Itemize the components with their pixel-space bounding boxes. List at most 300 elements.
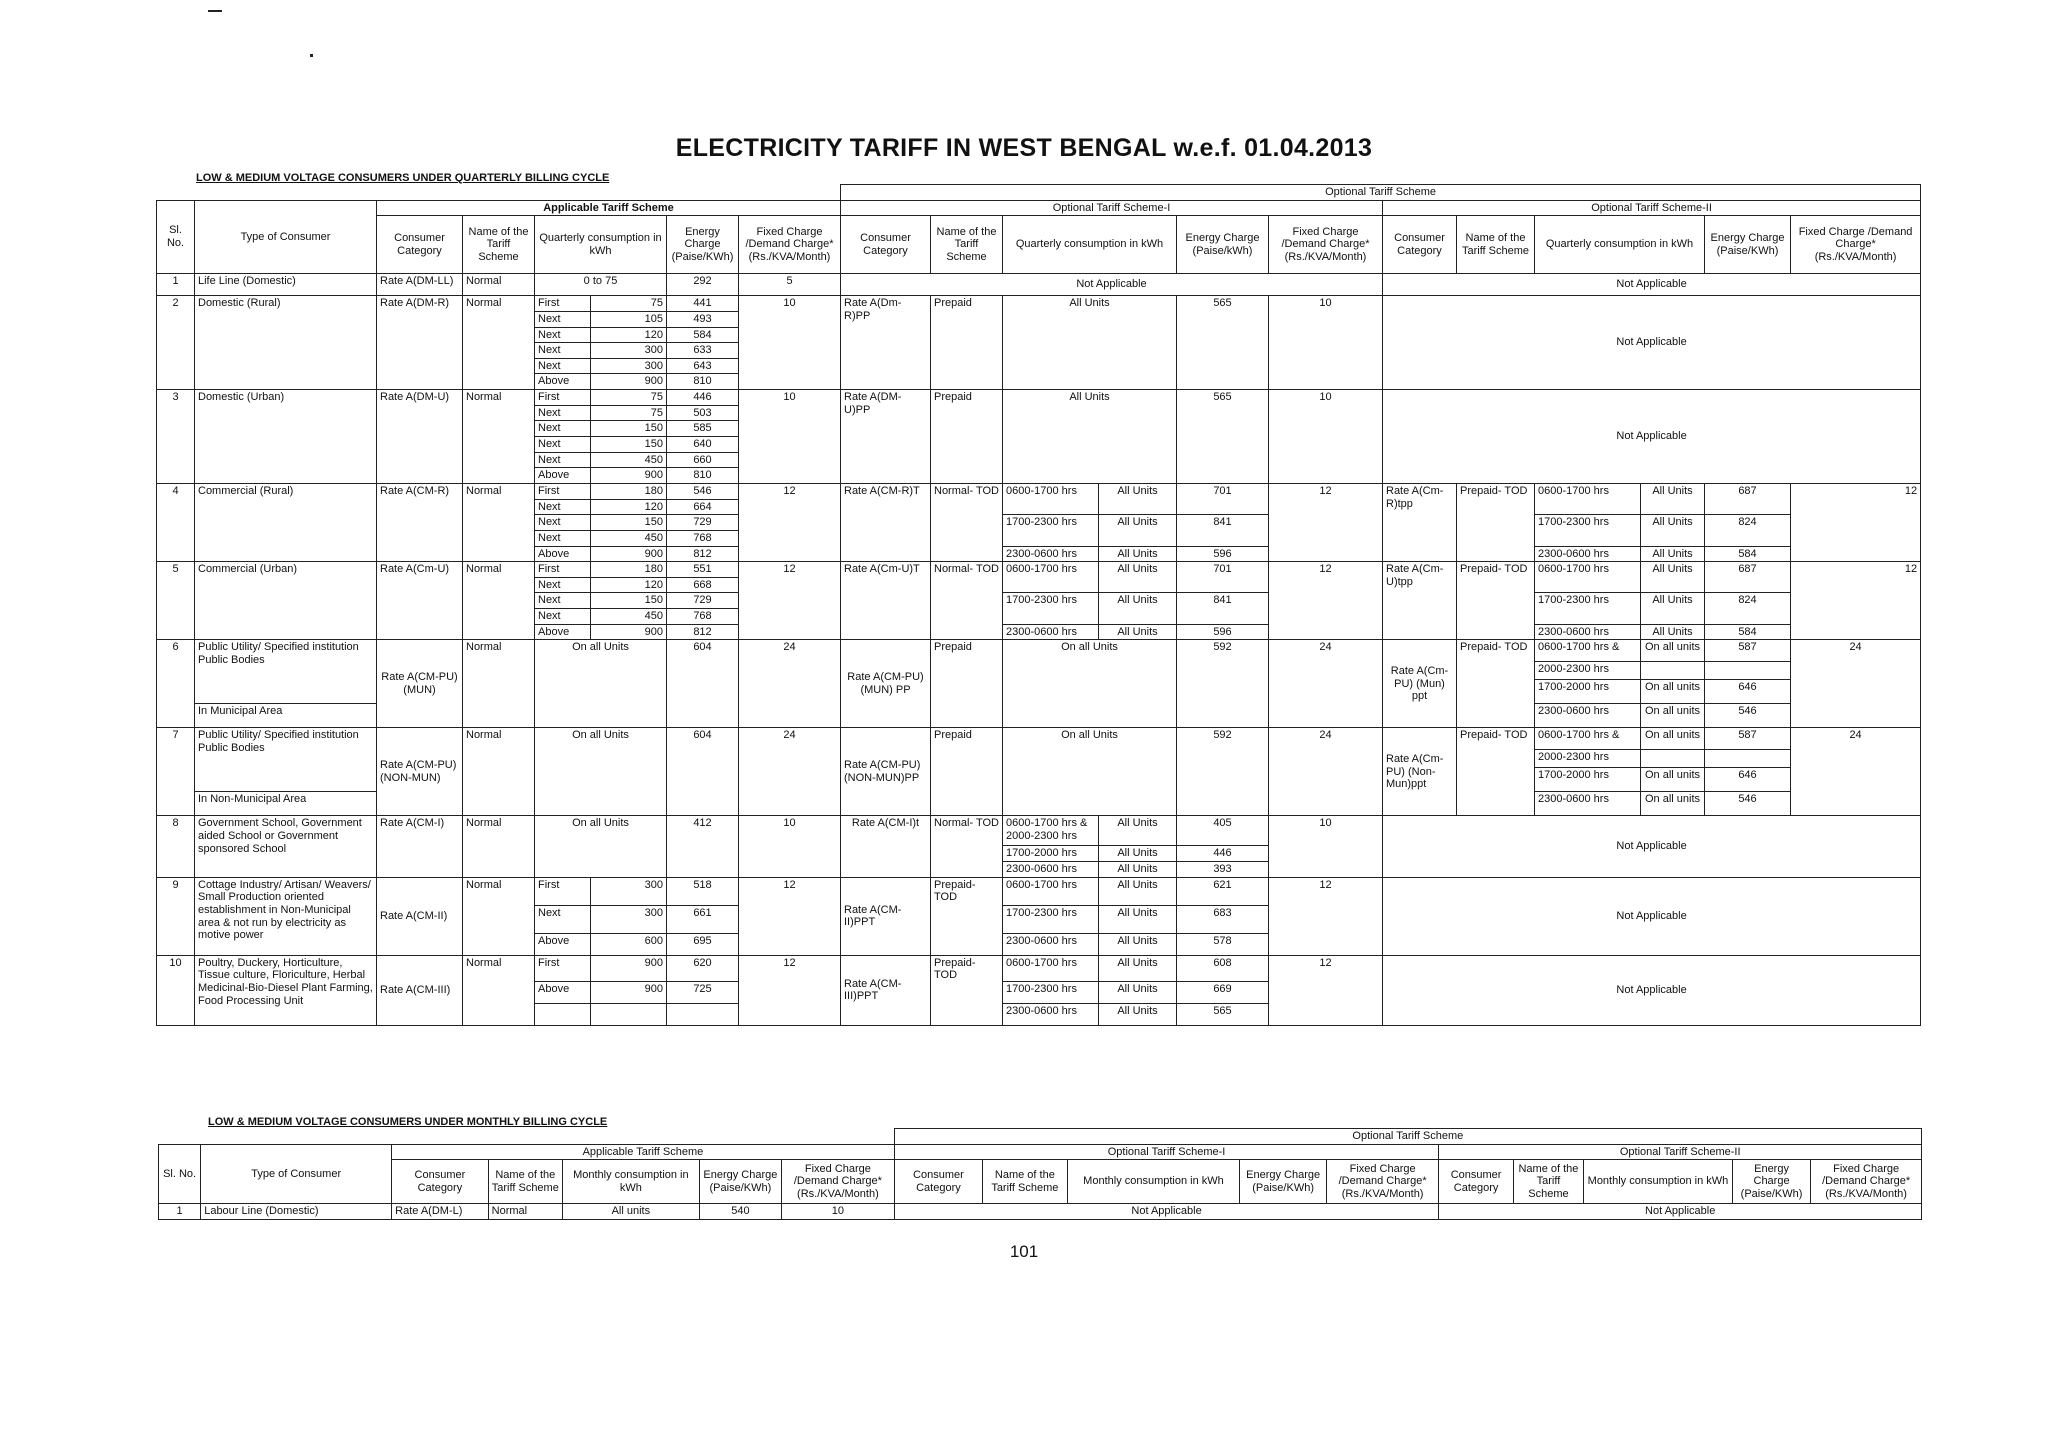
o2-tod-energy: 587 — [1705, 728, 1791, 750]
consumer-type: Labour Line (Domestic) — [201, 1204, 392, 1220]
o2-tod-energy: 584 — [1705, 624, 1791, 640]
slab-energy: 633 — [667, 343, 739, 359]
energy-charge-header: Energy Charge (Paise/KWh) — [667, 216, 739, 274]
sl-no: 5 — [157, 562, 195, 640]
o1-tod-hours: 0600-1700 hrs & 2000-2300 hrs — [1003, 816, 1099, 846]
o1-fixed-header: Fixed Charge /Demand Charge* (Rs./KVA/Month) — [1326, 1160, 1439, 1204]
o2-tod-energy: 546 — [1705, 704, 1791, 728]
fixed-charge: 12 — [739, 483, 841, 561]
slab-label: Next — [535, 311, 591, 327]
o2-category-header: Consumer Category — [1383, 216, 1457, 274]
tariff-scheme: Normal — [463, 877, 535, 955]
o1-tod-units: All Units — [1099, 515, 1177, 546]
o1-scheme: Prepaid- TOD — [931, 955, 1003, 1025]
o1-tod-hours: 1700-2300 hrs — [1003, 981, 1099, 1003]
slab-energy: 441 — [667, 296, 739, 312]
o1-tod-energy: 683 — [1177, 905, 1269, 933]
slab-label: First — [535, 296, 591, 312]
o1-scheme: Prepaid — [931, 296, 1003, 390]
o1-tod-hours: 2300-0600 hrs — [1003, 933, 1099, 955]
slab-label: First — [535, 877, 591, 905]
o1-category-header: Consumer Category — [841, 216, 931, 274]
slab-kwh: 900 — [591, 374, 667, 390]
sl-no: 3 — [157, 390, 195, 484]
o2-tod-energy: 824 — [1705, 515, 1791, 546]
consumer-category: Rate A(DM-L) — [392, 1204, 488, 1220]
tariff-name-header: Name of the Tariff Scheme — [463, 216, 535, 274]
slab-energy: 584 — [667, 327, 739, 343]
quarterly-consumption-header: Quarterly consumption in kWh — [535, 216, 667, 274]
sl-no: 1 — [157, 274, 195, 296]
consumption: All units — [563, 1204, 700, 1220]
slab-energy: 446 — [667, 390, 739, 406]
slab-kwh: 120 — [591, 327, 667, 343]
o1-fixed: 12 — [1269, 562, 1383, 640]
slab-kwh: 120 — [591, 499, 667, 515]
table-row — [157, 877, 1921, 905]
optional-scheme-header: Optional Tariff Scheme — [841, 185, 1921, 201]
o1-category: Rate A(CM-PU) (MUN) PP — [841, 640, 931, 728]
o1-category: Rate A(CM-II)PPT — [841, 877, 931, 955]
tariff-name-header: Name of the Tariff Scheme — [488, 1160, 562, 1204]
monthly-consumption-header: Monthly consumption in kWh — [563, 1160, 700, 1204]
slab-label: Above — [535, 374, 591, 390]
slab-label: Next — [535, 437, 591, 453]
slab-label: Above — [535, 468, 591, 484]
consumer-subtype: In Non-Municipal Area — [195, 792, 377, 816]
slab-kwh: 105 — [591, 311, 667, 327]
o2-fixed-header: Fixed Charge /Demand Charge* (Rs./KVA/Month) — [1791, 216, 1921, 274]
consumer-category: Rate A(CM-I) — [377, 816, 463, 877]
slab-label: Next — [535, 530, 591, 546]
o2-tod-units: All Units — [1641, 515, 1705, 546]
o1-tod-energy: 596 — [1177, 546, 1269, 562]
tariff-scheme: Normal — [463, 816, 535, 877]
consumer-category: Rate A(CM-PU) (NON-MUN) — [377, 728, 463, 816]
slab-label: First — [535, 483, 591, 499]
o1-fixed: 24 — [1269, 640, 1383, 728]
consumer-type: Life Line (Domestic) — [195, 274, 377, 296]
o1-tod-units: All Units — [1099, 624, 1177, 640]
o1-category: Rate A(CM-III)PPT — [841, 955, 931, 1025]
o2-energy-header: Energy Charge (Paise/KWh) — [1705, 216, 1791, 274]
o1-fixed-header: Fixed Charge /Demand Charge* (Rs./KVA/Month) — [1269, 216, 1383, 274]
slab-energy: 725 — [667, 981, 739, 1003]
slab-energy: 620 — [667, 955, 739, 981]
o2-scheme: Prepaid- TOD — [1457, 640, 1535, 728]
o1-category: Rate A(Dm-R)PP — [841, 296, 931, 390]
quarterly-section-title: LOW & MEDIUM VOLTAGE CONSUMERS UNDER QUARTERLY BILLING CYCLE — [196, 172, 610, 184]
slab-kwh: 150 — [591, 437, 667, 453]
o1-fixed: 10 — [1269, 816, 1383, 877]
o1-consumption: On all Units — [1003, 728, 1177, 816]
o1-scheme: Prepaid — [931, 390, 1003, 484]
o1-tod-units: All Units — [1099, 483, 1177, 514]
o1-tod-units: All Units — [1099, 862, 1177, 878]
applicable-scheme-header: Applicable Tariff Scheme — [377, 200, 841, 216]
consumer-type: Public Utility/ Specified institution Public Bodies — [195, 728, 377, 792]
o1-tod-energy: 841 — [1177, 515, 1269, 546]
slab-energy: 729 — [667, 593, 739, 609]
slab-kwh — [591, 1003, 667, 1025]
o2-tod-units: All Units — [1641, 546, 1705, 562]
o1-tod-energy: 701 — [1177, 562, 1269, 593]
slab-energy: 643 — [667, 358, 739, 374]
slab-energy: 518 — [667, 877, 739, 905]
o2-tariff-name-header: Name of the Tariff Scheme — [1457, 216, 1535, 274]
o2-scheme: Prepaid- TOD — [1457, 728, 1535, 816]
o1-tod-units: All Units — [1099, 816, 1177, 846]
o1-tod-hours: 1700-2300 hrs — [1003, 905, 1099, 933]
o2-category: Rate A(Cm-PU) (Non-Mun)ppt — [1383, 728, 1457, 816]
tariff-scheme: Normal — [463, 483, 535, 561]
slab-label: Next — [535, 577, 591, 593]
consumer-category-header: Consumer Category — [377, 216, 463, 274]
o1-tod-hours: 1700-2300 hrs — [1003, 515, 1099, 546]
fixed-charge: 10 — [739, 390, 841, 484]
fixed-charge: 24 — [739, 640, 841, 728]
o1-tariff-name-header: Name of the Tariff Scheme — [931, 216, 1003, 274]
table-row — [157, 640, 1921, 662]
slab-energy: 640 — [667, 437, 739, 453]
o1-scheme: Prepaid — [931, 640, 1003, 728]
sl-no-header: Sl. No. — [159, 1144, 201, 1204]
o2-tod-energy: 646 — [1705, 768, 1791, 792]
slab-kwh: 75 — [591, 405, 667, 421]
slab-energy: 660 — [667, 452, 739, 468]
o2-scheme: Prepaid- TOD — [1457, 483, 1535, 561]
slab-kwh: 150 — [591, 593, 667, 609]
slab-energy: 503 — [667, 405, 739, 421]
slab-kwh: 180 — [591, 483, 667, 499]
consumer-category: Rate A(DM-LL) — [377, 274, 463, 296]
table-row — [157, 390, 1921, 406]
o2-fixed: 12 — [1791, 483, 1921, 561]
consumer-type: Domestic (Rural) — [195, 296, 377, 390]
slab-label: Next — [535, 421, 591, 437]
consumer-category: Rate A(DM-R) — [377, 296, 463, 390]
slab-energy: 768 — [667, 530, 739, 546]
tariff-scheme: Normal — [488, 1204, 562, 1220]
o1-fixed: 10 — [1269, 390, 1383, 484]
o2-tod-units — [1641, 662, 1705, 680]
quarterly-tariff-table — [156, 184, 1921, 1026]
slab-kwh: 900 — [591, 981, 667, 1003]
o2-tod-hours: 1700-2000 hrs — [1535, 680, 1641, 704]
o1-consumption: All Units — [1003, 390, 1177, 484]
o2-tod-units — [1641, 750, 1705, 768]
slab-kwh: 900 — [591, 955, 667, 981]
table-row — [159, 1204, 1922, 1220]
o1-fixed: 12 — [1269, 483, 1383, 561]
slab-kwh: 900 — [591, 468, 667, 484]
slab-energy: 812 — [667, 546, 739, 562]
o1-tod-units: All Units — [1099, 593, 1177, 624]
o1-scheme: Prepaid — [931, 728, 1003, 816]
o1-tod-hours: 0600-1700 hrs — [1003, 955, 1099, 981]
slab-label: First — [535, 390, 591, 406]
slab-kwh: 150 — [591, 421, 667, 437]
o2-tod-hours: 1700-2300 hrs — [1535, 515, 1641, 546]
o1-tod-units: All Units — [1099, 846, 1177, 862]
o2-tod-units: On all units — [1641, 728, 1705, 750]
o2-tod-energy: 584 — [1705, 546, 1791, 562]
slab-energy: 812 — [667, 624, 739, 640]
slab-label: Next — [535, 327, 591, 343]
o1-tod-hours: 2300-0600 hrs — [1003, 546, 1099, 562]
slab-kwh: 900 — [591, 546, 667, 562]
o1-tod-hours: 1700-2300 hrs — [1003, 593, 1099, 624]
o1-consumption: On all Units — [1003, 640, 1177, 728]
table-row — [157, 483, 1921, 499]
o2-not-applicable: Not Applicable — [1383, 877, 1921, 955]
consumer-type: Commercial (Rural) — [195, 483, 377, 561]
slab-label: First — [535, 955, 591, 981]
o2-tod-units: On all units — [1641, 792, 1705, 816]
slab-label: Next — [535, 593, 591, 609]
o1-tod-units: All Units — [1099, 955, 1177, 981]
o1-consumption-header: Quarterly consumption in kWh — [1003, 216, 1177, 274]
o2-consumption-header: Quarterly consumption in kWh — [1535, 216, 1705, 274]
o2-not-applicable: Not Applicable — [1383, 274, 1921, 296]
tariff-scheme: Normal — [463, 274, 535, 296]
o2-fixed: 24 — [1791, 640, 1921, 728]
sl-no: 8 — [157, 816, 195, 877]
slab-kwh: 75 — [591, 296, 667, 312]
o1-tod-energy: 446 — [1177, 846, 1269, 862]
o1-category: Rate A(CM-R)T — [841, 483, 931, 561]
slab-energy — [667, 1003, 739, 1025]
consumer-category: Rate A(CM-PU) (MUN) — [377, 640, 463, 728]
optional-scheme-2-header: Optional Tariff Scheme-II — [1439, 1144, 1922, 1160]
o1-category: Rate A(DM-U)PP — [841, 390, 931, 484]
header-spacer — [157, 185, 841, 201]
consumer-category: Rate A(Cm-U) — [377, 562, 463, 640]
o2-tod-hours: 2300-0600 hrs — [1535, 792, 1641, 816]
slab-kwh: 300 — [591, 905, 667, 933]
o1-tod-units: All Units — [1099, 981, 1177, 1003]
quarterly-header-row-1 — [157, 185, 1921, 201]
slab-energy: 585 — [667, 421, 739, 437]
consumer-type: Domestic (Urban) — [195, 390, 377, 484]
o1-consumption-header: Monthly consumption in kWh — [1067, 1160, 1240, 1204]
o1-energy-header: Energy Charge (Paise/KWh) — [1240, 1160, 1326, 1204]
o1-tod-energy: 565 — [1177, 1003, 1269, 1025]
o2-tod-hours: 1700-2000 hrs — [1535, 768, 1641, 792]
document-title: ELECTRICITY TARIFF IN WEST BENGAL w.e.f. 01.04.2013 — [675, 134, 1373, 162]
fixed-charge: 12 — [739, 562, 841, 640]
monthly-header-row-3 — [159, 1160, 1922, 1204]
o2-tod-units: On all units — [1641, 680, 1705, 704]
table-row — [157, 816, 1921, 846]
consumer-category: Rate A(CM-R) — [377, 483, 463, 561]
o2-not-applicable: Not Applicable — [1383, 955, 1921, 1025]
o1-category: Rate A(Cm-U)T — [841, 562, 931, 640]
sl-no: 6 — [157, 640, 195, 728]
slab-label: Above — [535, 546, 591, 562]
o2-not-applicable: Not Applicable — [1383, 816, 1921, 877]
slab-label: Above — [535, 981, 591, 1003]
slab-energy: 668 — [667, 577, 739, 593]
o1-fixed: 24 — [1269, 728, 1383, 816]
tariff-scheme: Normal — [463, 296, 535, 390]
sl-no-header: Sl. No. — [157, 200, 195, 274]
o2-tod-energy — [1705, 662, 1791, 680]
o2-scheme: Prepaid- TOD — [1457, 562, 1535, 640]
o1-tod-units: All Units — [1099, 905, 1177, 933]
consumer-category: Rate A(CM-III) — [377, 955, 463, 1025]
tariff-scheme: Normal — [463, 562, 535, 640]
o1-tod-energy: 578 — [1177, 933, 1269, 955]
o1-energy: 592 — [1177, 640, 1269, 728]
o2-tariff-name-header: Name of the Tariff Scheme — [1513, 1160, 1583, 1204]
consumer-type: Cottage Industry/ Artisan/ Weavers/ Small Production oriented establishment in Non-Municipal area & not run by electricity as motive power — [195, 877, 377, 955]
monthly-tariff-table — [158, 1128, 1922, 1220]
energy-charge: 292 — [667, 274, 739, 296]
o1-tariff-name-header: Name of the Tariff Scheme — [983, 1160, 1067, 1204]
consumer-type: Government School, Government aided School or Government sponsored School — [195, 816, 377, 877]
slab-kwh: 300 — [591, 877, 667, 905]
o1-category: Rate A(CM-PU) (NON-MUN)PP — [841, 728, 931, 816]
o1-category-header: Consumer Category — [894, 1160, 982, 1204]
consumer-category: Rate A(DM-U) — [377, 390, 463, 484]
slab-energy: 493 — [667, 311, 739, 327]
o2-tod-units: All Units — [1641, 562, 1705, 593]
slab-kwh: 450 — [591, 452, 667, 468]
o1-tod-energy: 608 — [1177, 955, 1269, 981]
o1-scheme: Normal- TOD — [931, 483, 1003, 561]
o1-consumption: All Units — [1003, 296, 1177, 390]
monthly-header-row-2 — [159, 1144, 1922, 1160]
o1-scheme: Prepaid- TOD — [931, 877, 1003, 955]
slab-label — [535, 1003, 591, 1025]
type-of-consumer-header: Type of Consumer — [195, 200, 377, 274]
o2-tod-units: All Units — [1641, 593, 1705, 624]
o2-category: Rate A(Cm-U)tpp — [1383, 562, 1457, 640]
o1-tod-hours: 0600-1700 hrs — [1003, 483, 1099, 514]
o1-tod-hours: 2300-0600 hrs — [1003, 1003, 1099, 1025]
quarterly-header-row-2 — [157, 200, 1921, 216]
o2-not-applicable: Not Applicable — [1383, 390, 1921, 484]
slab-energy: 661 — [667, 905, 739, 933]
tariff-scheme: Normal — [463, 640, 535, 728]
o1-energy: 592 — [1177, 728, 1269, 816]
page-number: 101 — [1009, 1242, 1039, 1261]
slab-kwh: 180 — [591, 562, 667, 578]
o1-fixed: 10 — [1269, 296, 1383, 390]
o2-tod-energy: 646 — [1705, 680, 1791, 704]
o2-tod-energy: 687 — [1705, 483, 1791, 514]
slab-kwh: 450 — [591, 530, 667, 546]
o1-tod-energy: 669 — [1177, 981, 1269, 1003]
o2-category-header: Consumer Category — [1439, 1160, 1513, 1204]
fixed-charge-header: Fixed Charge /Demand Charge* (Rs./KVA/Month) — [782, 1160, 895, 1204]
scan-artifact-dot — [310, 54, 313, 57]
fixed-charge-header: Fixed Charge /Demand Charge* (Rs./KVA/Month) — [739, 216, 841, 274]
slab-energy: 551 — [667, 562, 739, 578]
applicable-scheme-header: Applicable Tariff Scheme — [392, 1144, 895, 1160]
slab-label: Next — [535, 343, 591, 359]
o2-category: Rate A(Cm-R)tpp — [1383, 483, 1457, 561]
slab-label: Above — [535, 933, 591, 955]
o2-consumption-header: Monthly consumption in kWh — [1584, 1160, 1733, 1204]
o1-not-applicable: Not Applicable — [894, 1204, 1439, 1220]
slab-energy: 768 — [667, 609, 739, 625]
o1-fixed: 12 — [1269, 877, 1383, 955]
slab-energy: 664 — [667, 499, 739, 515]
o2-tod-hours: 0600-1700 hrs & — [1535, 728, 1641, 750]
o2-energy-header: Energy Charge (Paise/KWh) — [1732, 1160, 1810, 1204]
o2-tod-energy: 687 — [1705, 562, 1791, 593]
o2-tod-units: On all units — [1641, 704, 1705, 728]
fixed-charge: 10 — [739, 296, 841, 390]
optional-scheme-header: Optional Tariff Scheme — [894, 1129, 1921, 1145]
optional-scheme-2-header: Optional Tariff Scheme-II — [1383, 200, 1921, 216]
o1-tod-energy: 596 — [1177, 624, 1269, 640]
o1-tod-units: All Units — [1099, 933, 1177, 955]
o1-tod-energy: 621 — [1177, 877, 1269, 905]
o1-tod-energy: 405 — [1177, 816, 1269, 846]
o1-energy-header: Energy Charge (Paise/kWh) — [1177, 216, 1269, 274]
slab-label: Next — [535, 609, 591, 625]
slab-kwh: 600 — [591, 933, 667, 955]
energy-charge: 604 — [667, 728, 739, 816]
o2-tod-hours: 2300-0600 hrs — [1535, 624, 1641, 640]
fixed-charge: 10 — [782, 1204, 895, 1220]
o2-tod-energy: 824 — [1705, 593, 1791, 624]
consumption: On all Units — [535, 728, 667, 816]
o1-scheme: Normal- TOD — [931, 562, 1003, 640]
slab-kwh: 75 — [591, 390, 667, 406]
fixed-charge: 24 — [739, 728, 841, 816]
sl-no: 1 — [159, 1204, 201, 1220]
consumer-type: Public Utility/ Specified institution Public Bodies — [195, 640, 377, 704]
table-row — [157, 562, 1921, 578]
energy-charge: 540 — [699, 1204, 781, 1220]
consumption: On all Units — [535, 816, 667, 877]
o1-tod-units: All Units — [1099, 1003, 1177, 1025]
o2-fixed-header: Fixed Charge /Demand Charge* (Rs./KVA/Month) — [1811, 1160, 1922, 1204]
o2-tod-energy: 587 — [1705, 640, 1791, 662]
energy-charge: 604 — [667, 640, 739, 728]
o1-tod-hours: 2300-0600 hrs — [1003, 624, 1099, 640]
o1-tod-energy: 393 — [1177, 862, 1269, 878]
slab-label: Next — [535, 452, 591, 468]
o2-fixed: 24 — [1791, 728, 1921, 816]
o2-not-applicable: Not Applicable — [1383, 296, 1921, 390]
o2-tod-hours: 0600-1700 hrs & — [1535, 640, 1641, 662]
o2-tod-energy — [1705, 750, 1791, 768]
o2-tod-hours: 2300-0600 hrs — [1535, 546, 1641, 562]
consumer-type: Poultry, Duckery, Horticulture, Tissue culture, Floriculture, Herbal Medicinal-Bio-Diesel Plant Farming, Food Processing Unit — [195, 955, 377, 1025]
o1-tod-energy: 841 — [1177, 593, 1269, 624]
o1-energy: 565 — [1177, 296, 1269, 390]
slab-energy: 810 — [667, 374, 739, 390]
monthly-header-row-1 — [159, 1129, 1922, 1145]
o1-tod-hours: 0600-1700 hrs — [1003, 877, 1099, 905]
slab-label: Next — [535, 905, 591, 933]
slab-label: Next — [535, 515, 591, 531]
o1-tod-units: All Units — [1099, 546, 1177, 562]
energy-charge-header: Energy Charge (Paise/KWh) — [699, 1160, 781, 1204]
slab-kwh: 120 — [591, 577, 667, 593]
slab-energy: 810 — [667, 468, 739, 484]
monthly-section-title: LOW & MEDIUM VOLTAGE CONSUMERS UNDER MONTHLY BILLING CYCLE — [208, 1116, 608, 1128]
table-row — [157, 296, 1921, 312]
header-spacer — [159, 1129, 895, 1145]
o1-category: Rate A(CM-I)t — [841, 816, 931, 877]
o1-tod-hours: 2300-0600 hrs — [1003, 862, 1099, 878]
